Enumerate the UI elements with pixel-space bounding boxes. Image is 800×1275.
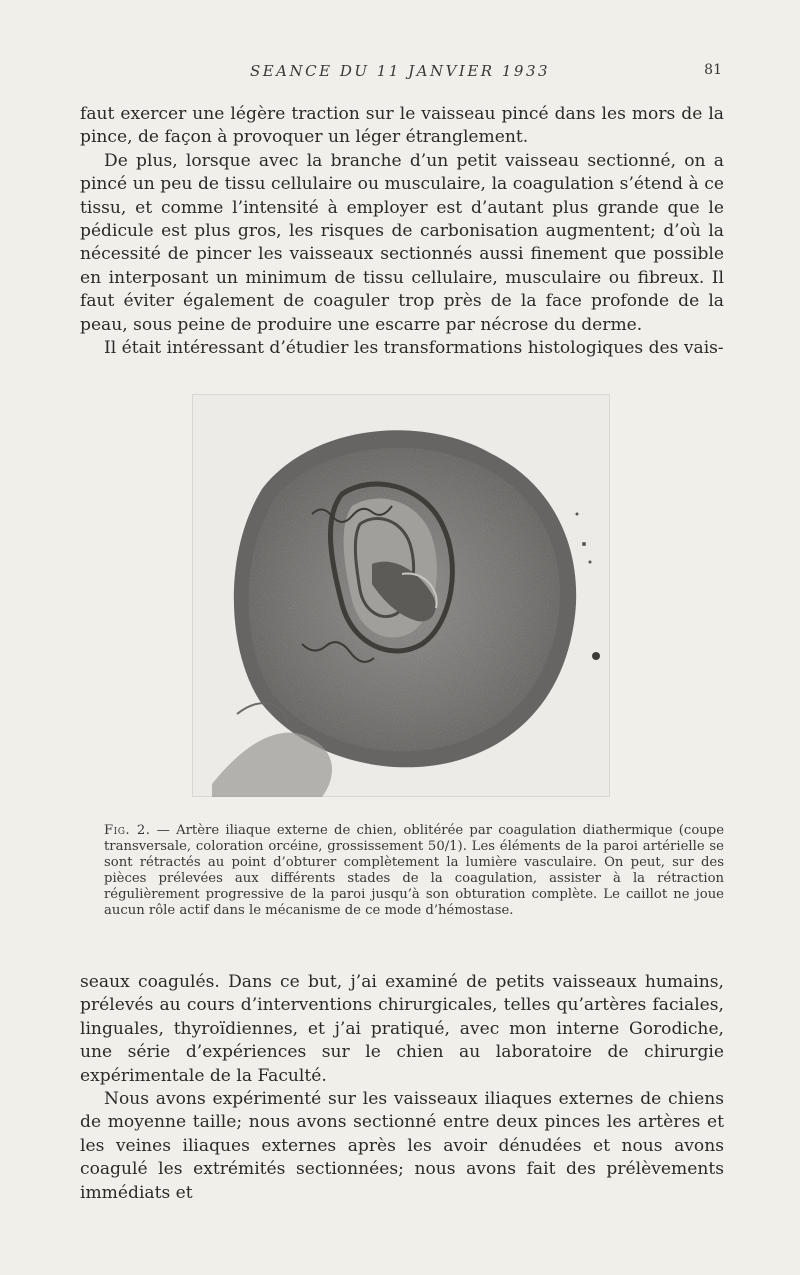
running-title: SEANCE DU 11 JANVIER 1933: [249, 62, 551, 80]
paragraph: seaux coagulés. Dans ce but, j’ai examiné de petits vaisseaux humains, prélevés au cours d’interventions chirurgicales, telles qu’artères faciales, linguales, thyroïdiennes, et j’ai pratiqué, avec mon interne Gorodiche, une série d’expériences sur le chien au laboratoire de chirurgie expérimentale de la Faculté.: [80, 972, 724, 1086]
body-text-bottom: [80, 971, 724, 1205]
figure-caption: [104, 823, 724, 920]
caption-text: — Artère iliaque externe de chien, oblitérée par coagulation diathermique (coupe transversale, coloration orcéine, grossissement 50/1). Les éléments de la paroi artérielle se sont rétractés au point d’obturer complètement la lumière vasculaire. On peut, sur des pièces prélevées aux différents stades de la coagulation, assister à la rétraction régulièrement progressive de la paroi jusqu’à son obturation complète. Le caillot ne joue aucun rôle actif dans le mécanisme de ce mode d’hémostase.: [104, 823, 724, 919]
paragraph: Nous avons expérimenté sur les vaisseaux iliaques externes de chiens de moyenne taille; nous avons sectionné entre deux pinces les artères et les veines iliaques externes après les avoir dénudées et nous avons coagulé les extrémités sectionnées; nous avons fait des prélèvements immédiats et: [80, 1089, 724, 1203]
paragraph: De plus, lorsque avec la branche d’un petit vaisseau sectionné, on a pincé un peu de tissu cellulaire ou musculaire, la coagulation s’étend à ce tissu, et comme l’intensité à employer est d’autant plus grande que le pédicule est plus gros, les risques de carbonisation augmentent; d’où la nécessité de pincer les vaisseaux sectionnés aussi finement que possible en interposant un minimum de tissu cellulaire, musculaire ou fibreux. Il faut éviter également de coaguler trop près de la face profonde de la peau, sous peine de produire une escarre par nécrose du derme.: [80, 150, 724, 335]
artery-cross-section-image: [192, 394, 610, 797]
figure-label: Fig. 2.: [104, 823, 151, 838]
page-header: [80, 62, 720, 84]
micrograph-figure: [192, 394, 610, 797]
page-number: 81: [704, 62, 722, 78]
paragraph: Il était intéressant d’étudier les transformations histologiques des vais-: [104, 338, 724, 359]
paragraph: faut exercer une légère traction sur le vaisseau pincé dans les mors de la pince, de façon à provoquer un léger étranglement.: [80, 104, 724, 148]
body-text-top: [80, 103, 724, 360]
